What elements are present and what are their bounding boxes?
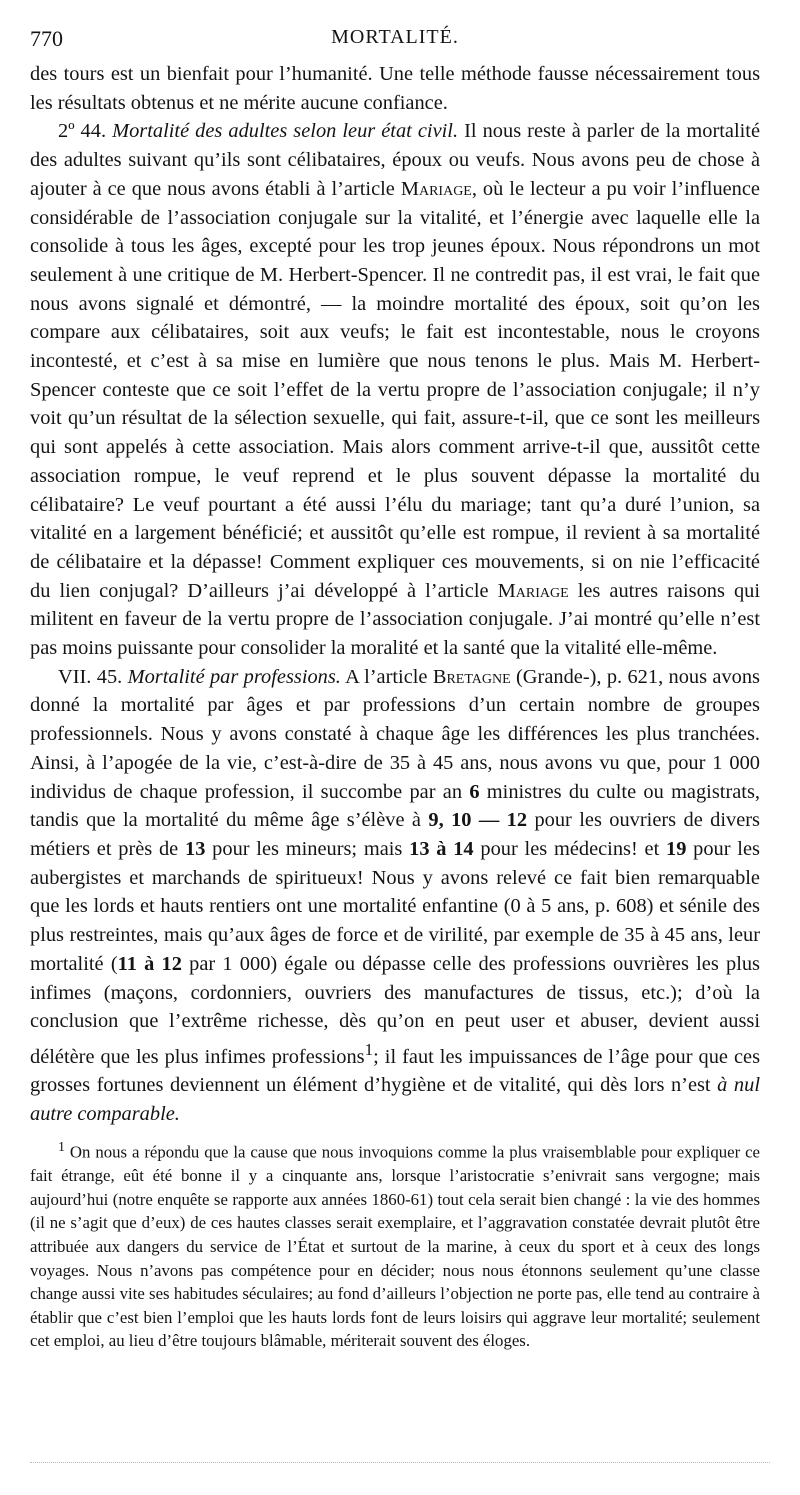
- section-44-text-b: , où le lecteur a pu voir l’influence considérable de l’association conjugale sur la vitalité, et l’énergie avec laquelle elle la consolide à tous les âges, excepté pour les trop jeunes époux. Nous répondrons un mot seulement à une critique de M. Herbert-Spencer. Il ne contredit pas, il est vrai, le fait que nous avons signalé et démontré, — la moindre mortalité des époux, soit qu’on les compare aux célibataires, soit aux veufs; le fait est incontestable, nous le croyons incontesté, et c’est à sa mise en lumière que nous tenons le plus. Mais M. Herbert-Spencer conteste que ce soit l’effet de la vertu propre de l’association conjugale; il n’y voit qu’un résultat de la sélection sexuelle, qui fait, assure-t-il, que ce sont les meilleurs qui sont appelés à cette association. Mais alors comment arrive-t-il que, aussitôt cette association rompue, le veuf reprend et le plus souvent dépasse la mortalité du célibataire? Le veuf pourtant a été aussi l’élu du mariage; tant qu’a duré l’union, sa vitalité en a largement bénéficié; et aussitôt qu’elle est rompue, il revient à sa mortalité de célibataire et la dépasse! Comment expliquer ces mouvements, si on nie l’efficacité du lien conjugal? D’ailleurs j’ai développé à l’article: [30, 177, 760, 602]
- footnotes: [30, 1136, 760, 1353]
- section-44-ref-mariage: Mariage: [400, 177, 472, 200]
- bottom-bleedthrough-line: [30, 1462, 770, 1463]
- section-45-ref-bretagne: Bretagne: [432, 665, 511, 688]
- section-45-number: VII. 45.: [58, 665, 123, 688]
- section-45-text-g: pour les aubergistes et marchands de spiritueux! Nous y avons relevé ce fait bien remarquable que les lords et hauts rentiers ont une mortalité enfantine (0 à 5 ans, p. 608) et sénile des plus restreintes, mais qu’aux âges de force et de virilité, par exemple de 35 à 45 ans, leur mortalité (: [30, 837, 760, 975]
- footnote-1: [30, 1136, 760, 1353]
- footnote-reference[interactable]: 1: [364, 1039, 374, 1059]
- paragraph-section-44: [30, 117, 760, 662]
- footnote-text: On nous a répondu que la cause que nous invoquions comme la plus vraisemblable pour expliquer ce fait étrange, eût été bonne il y a cinquante ans, lorsque l’aristocratie s’enivrait sans vergogne; mais aujourd’hui (notre enquête se rapporte aux années 1860-61) tout cela serait bien changé : la vie des hommes (il ne s’agit que d’eux) de ces hautes classes serait exemplaire, et l’aggravation constatée devrait plutôt être attribuée aux dangers du service de l’État et surtout de la marine, à ceux du sport et à ceux des longs voyages. Nous n’avons pas compétence pour en décider; nous nous étonnons seulement qu’une classe change aussi vite ses habitudes séculaires; au fond d’ailleurs l’objection ne porte pas, elle tend au contraire à établir que c’est bien l’emploi que les hauts lords font de leurs loisirs qui aggrave leur mortalité; seulement cet emploi, au lieu d’être toujours blâmable, mériterait souvent des éloges.: [30, 1142, 760, 1351]
- section-44-text-a: Il nous reste à parler de la mortalité des adultes suivant qu’ils sont célibataires, époux ou veufs. Nous avons peu de chose à ajouter à ce que nous avons établi à l’article: [30, 120, 760, 200]
- section-45-text-a: A l’article: [345, 665, 428, 688]
- page-number: 770: [30, 26, 63, 51]
- paragraph-intro: [30, 60, 760, 117]
- paragraph-section-45: [30, 663, 760, 1129]
- body-text: [30, 60, 760, 1129]
- section-45-text-b: (Grande-), p. 621, nous avons donné la mortalité par âges et par professions d’un certain nombre de groupes professionnels. Nous y avons constaté à chaque âge les différences les plus tranchées. Ainsi, à l’apogée de la vie, c’est-à-dire de 35 à 45 ans, nous avons vu que, pour 1 000 individus de chaque profession, il succombe par an: [30, 665, 760, 803]
- page-header: [30, 26, 760, 56]
- figure-lords: 11 à 12: [117, 952, 182, 975]
- section-45-text-d: pour les ouvriers de divers métiers et près de: [30, 809, 760, 860]
- section-44-number: 2º 44.: [58, 120, 107, 143]
- running-title: MORTALITÉ.: [331, 26, 459, 48]
- section-44-text-c: les autres raisons qui militent en faveur de la vertu propre de l’association conjugale. J’ai montré qu’elle n’est pas moins puissante pour consolider la moralité et la santé que la vitalité elle-même.: [30, 579, 761, 660]
- section-45-text-c: ministres du culte ou magistrats, tandis que la mortalité du même âge s’élève à: [30, 780, 760, 832]
- section-44-heading: Mortalité des adultes selon leur état civil.: [112, 120, 459, 143]
- paragraph-intro-text: des tours est un bienfait pour l’humanité. Une telle méthode fausse nécessairement tous les résultats obtenus et ne mérite aucune confiance.: [30, 63, 760, 114]
- figure-ouvriers: 9, 10 — 12: [428, 809, 528, 832]
- figure-mineurs: 13: [185, 837, 206, 860]
- figure-aubergistes: 19: [666, 837, 687, 860]
- section-44-ref-mariage-2: Mariage: [497, 579, 569, 602]
- section-45-text-e: pour les mineurs; mais: [212, 837, 403, 860]
- section-45-text-i: ; il faut les impuissances de l’âge pour que ces grosses fortunes deviennent un élément d’hygiène et de vitalité, qui dès lors n’est: [30, 1045, 761, 1097]
- section-45-closing-phrase: à nul autre comparable.: [30, 1074, 760, 1126]
- section-45-text-h: par 1 000) égale ou dépasse celle des professions ouvrières les plus infimes (maçons, cordonniers, ouvriers des manufactures de tissus, etc.); d’où la conclusion que l’extrême richesse, dès qu’on en peut user et abuser, devient aussi délétère que les plus infimes professions: [30, 952, 760, 1068]
- figure-ministres: 6: [469, 780, 480, 803]
- section-45-text-f: pour les médecins! et: [480, 837, 660, 860]
- figure-medecins: 13 à 14: [409, 837, 474, 860]
- section-45-heading: Mortalité par professions.: [127, 665, 341, 688]
- footnote-marker: 1: [58, 1140, 65, 1155]
